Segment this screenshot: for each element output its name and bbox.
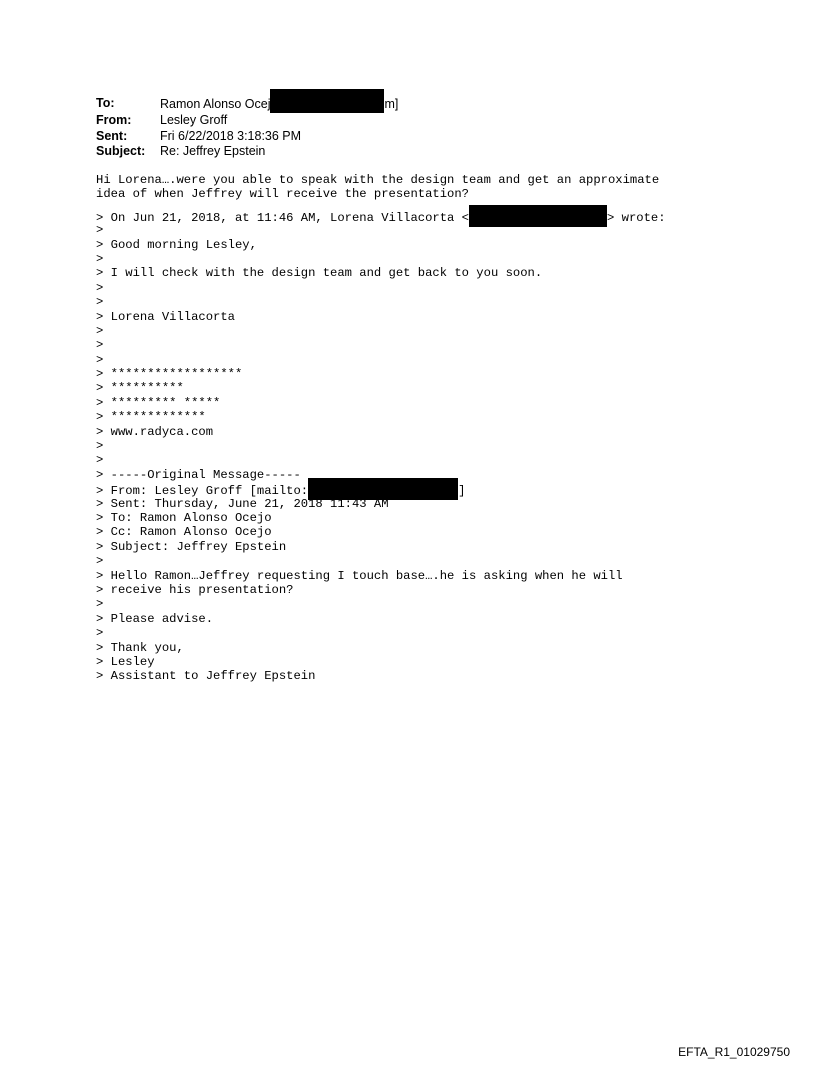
text-line: > To: Ramon Alonso Ocejo <box>96 510 272 525</box>
to-label: To: <box>96 96 115 110</box>
text-line: > Cc: Ramon Alonso Ocejo <box>96 525 272 540</box>
mailto-start: > From: Lesley Groff [mailto: <box>96 484 309 499</box>
text-line: > <box>96 295 104 310</box>
sent-value: Fri 6/22/2018 3:18:36 PM <box>160 128 302 143</box>
mailto-end: ] <box>458 484 466 499</box>
to-value-end: m] <box>384 96 399 111</box>
text-line: > <box>96 323 104 338</box>
text-line: > <box>96 597 104 612</box>
from-label: From: <box>96 113 132 127</box>
redaction-box <box>270 89 384 113</box>
text-line: > <box>96 223 104 238</box>
text-line: > ********* ***** <box>96 395 221 410</box>
text-line: > <box>96 554 104 569</box>
text-line: > <box>96 626 104 641</box>
text-line: > Good morning Lesley, <box>96 237 257 252</box>
email-body <box>96 173 666 684</box>
to-value <box>160 96 398 113</box>
from-row <box>96 113 398 129</box>
text-line: > Lorena Villacorta <box>96 309 235 324</box>
subject-label: Subject: <box>96 144 146 158</box>
text-line: > receive his presentation? <box>96 582 294 597</box>
text-line: > Thank you, <box>96 640 184 655</box>
sent-row <box>96 129 398 145</box>
text-line: idea of when Jeffrey will receive the presentation? <box>96 187 469 202</box>
text-line: > Lesley <box>96 654 155 669</box>
email-header <box>96 96 398 160</box>
text-line: > I will check with the design team and get back to you soon. <box>96 266 543 281</box>
text-line: > Assistant to Jeffrey Epstein <box>96 669 316 684</box>
text-line: > -----Original Message----- <box>96 467 301 482</box>
text-line: Hi Lorena….were you able to speak with the design team and get an approximate <box>96 173 660 187</box>
text-line: > <box>96 453 104 468</box>
mailto-line <box>96 482 666 499</box>
text-line: > Hello Ramon…Jeffrey requesting I touch base….he is asking when he will <box>96 568 623 583</box>
bates-number: EFTA_R1_01029750 <box>678 1045 790 1059</box>
text-line: > www.radyca.com <box>96 424 214 439</box>
redaction-box <box>469 205 607 227</box>
to-value-start: Ramon Alonso Ocej <box>160 96 271 111</box>
text-line: > ****************** <box>96 367 243 382</box>
quoted-block <box>96 223 666 482</box>
text-line: > <box>96 280 104 295</box>
text-line: > Sent: Thursday, June 21, 2018 11:43 AM <box>96 496 389 511</box>
intro-paragraph <box>96 173 666 202</box>
text-line: > ********** <box>96 381 184 396</box>
text-line: > <box>96 352 104 367</box>
text-line: > <box>96 439 104 454</box>
text-line: > <box>96 251 104 266</box>
sent-label: Sent: <box>96 128 128 143</box>
quote-header-line <box>96 209 666 223</box>
text-line: > ************* <box>96 410 206 425</box>
from-value: Lesley Groff <box>160 113 228 127</box>
text-line: > Please advise. <box>96 611 214 626</box>
quoted-block <box>96 497 666 684</box>
quote-header-start: > On Jun 21, 2018, at 11:46 AM, Lorena Villacorta < <box>96 211 469 225</box>
subject-value: Re: Jeffrey Epstein <box>160 144 266 158</box>
text-line: > Subject: Jeffrey Epstein <box>96 539 287 554</box>
quote-header-end: > wrote: <box>607 211 666 225</box>
subject-row <box>96 144 398 160</box>
to-row <box>96 96 398 113</box>
text-line: > <box>96 338 104 353</box>
